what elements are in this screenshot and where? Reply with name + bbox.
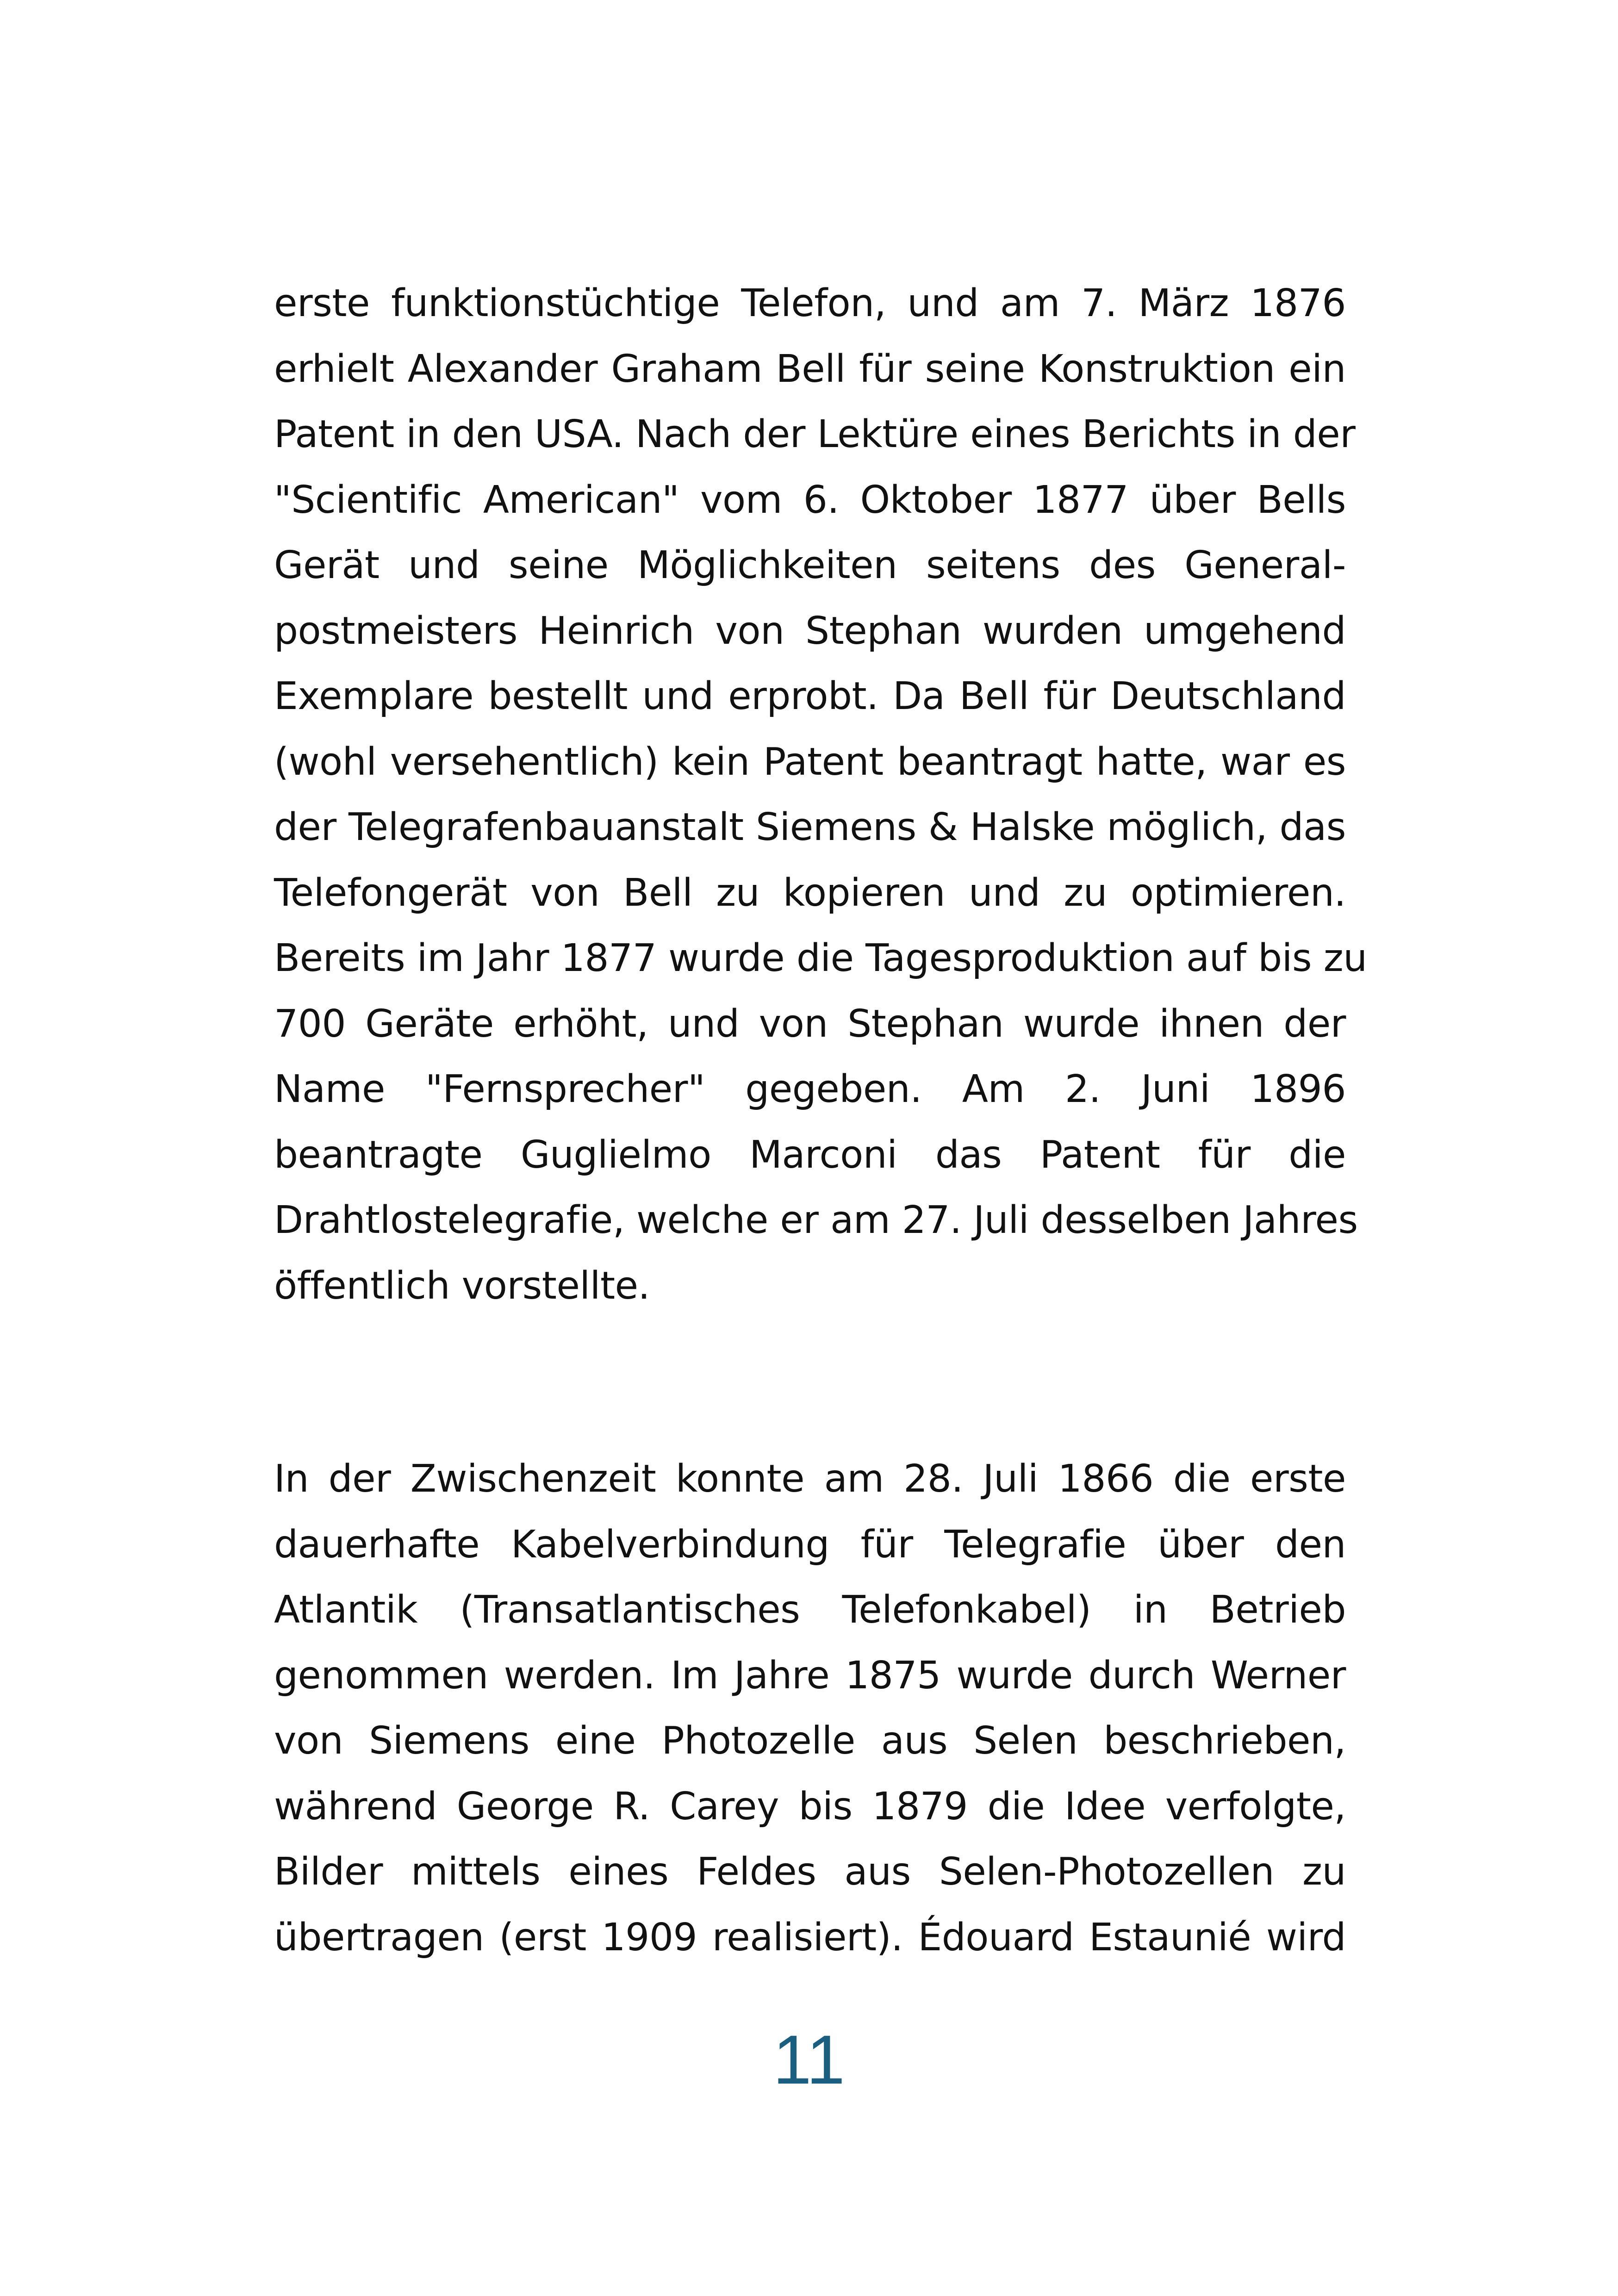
text-line: von Siemens eine Photozelle aus Selen beschrieben, <box>274 1719 1346 1763</box>
paragraph-2 <box>274 1446 1346 1970</box>
text-line: während George R. Carey bis 1879 die Idee verfolgte, <box>274 1784 1346 1829</box>
text-line: In der Zwischenzeit konnte am 28. Juli 1866 die erste <box>274 1457 1346 1501</box>
text-line: dauerhafte Kabelverbindung für Telegrafie über den <box>274 1522 1346 1567</box>
text-line: Name "Fernsprecher" gegeben. Am 2. Juni 1896 <box>274 1067 1346 1111</box>
text-line: genommen werden. Im Jahre 1875 wurde durch Werner <box>274 1653 1346 1698</box>
text-line: Patent in den USA. Nach der Lektüre eines Berichts in der <box>274 412 1356 456</box>
text-line: Exemplare bestellt und erprobt. Da Bell für Deutschland <box>274 674 1346 718</box>
text-line: der Telegrafenbauanstalt Siemens & Halske möglich, das <box>274 805 1346 849</box>
text-line: (wohl versehentlich) kein Patent beantragt hatte, war es <box>274 740 1346 784</box>
text-line: Bilder mittels eines Feldes aus Selen-Photozellen zu <box>274 1850 1346 1894</box>
paragraph-1 <box>274 271 1367 1319</box>
text-line: "Scientific American" vom 6. Oktober 1877 über Bells <box>274 478 1346 522</box>
text-line: Gerät und seine Möglichkeiten seitens des General- <box>274 543 1346 587</box>
page-number: 11 <box>773 2021 845 2098</box>
text-line: Atlantik (Transatlantisches Telefonkabel) in Betrieb <box>274 1588 1346 1632</box>
text-line: beantragte Guglielmo Marconi das Patent für die <box>274 1132 1346 1177</box>
text-line: erhielt Alexander Graham Bell für seine Konstruktion ein <box>274 347 1346 391</box>
text-line: 700 Geräte erhöht, und von Stephan wurde ihnen der <box>274 1002 1346 1046</box>
text-line: erste funktionstüchtige Telefon, und am 7. März 1876 <box>274 281 1346 325</box>
text-line: öffentlich vorstellte. <box>274 1263 650 1308</box>
text-line: Bereits im Jahr 1877 wurde die Tagesproduktion auf bis zu <box>274 936 1367 980</box>
text-line: Telefongerät von Bell zu kopieren und zu optimieren. <box>274 871 1346 915</box>
text-line: Drahtlostelegrafie, welche er am 27. Juli desselben Jahres <box>274 1198 1358 1242</box>
text-line: postmeisters Heinrich von Stephan wurden umgehend <box>274 609 1346 653</box>
text-line: übertragen (erst 1909 realisiert). Édouard Estaunié wird <box>274 1915 1346 1960</box>
